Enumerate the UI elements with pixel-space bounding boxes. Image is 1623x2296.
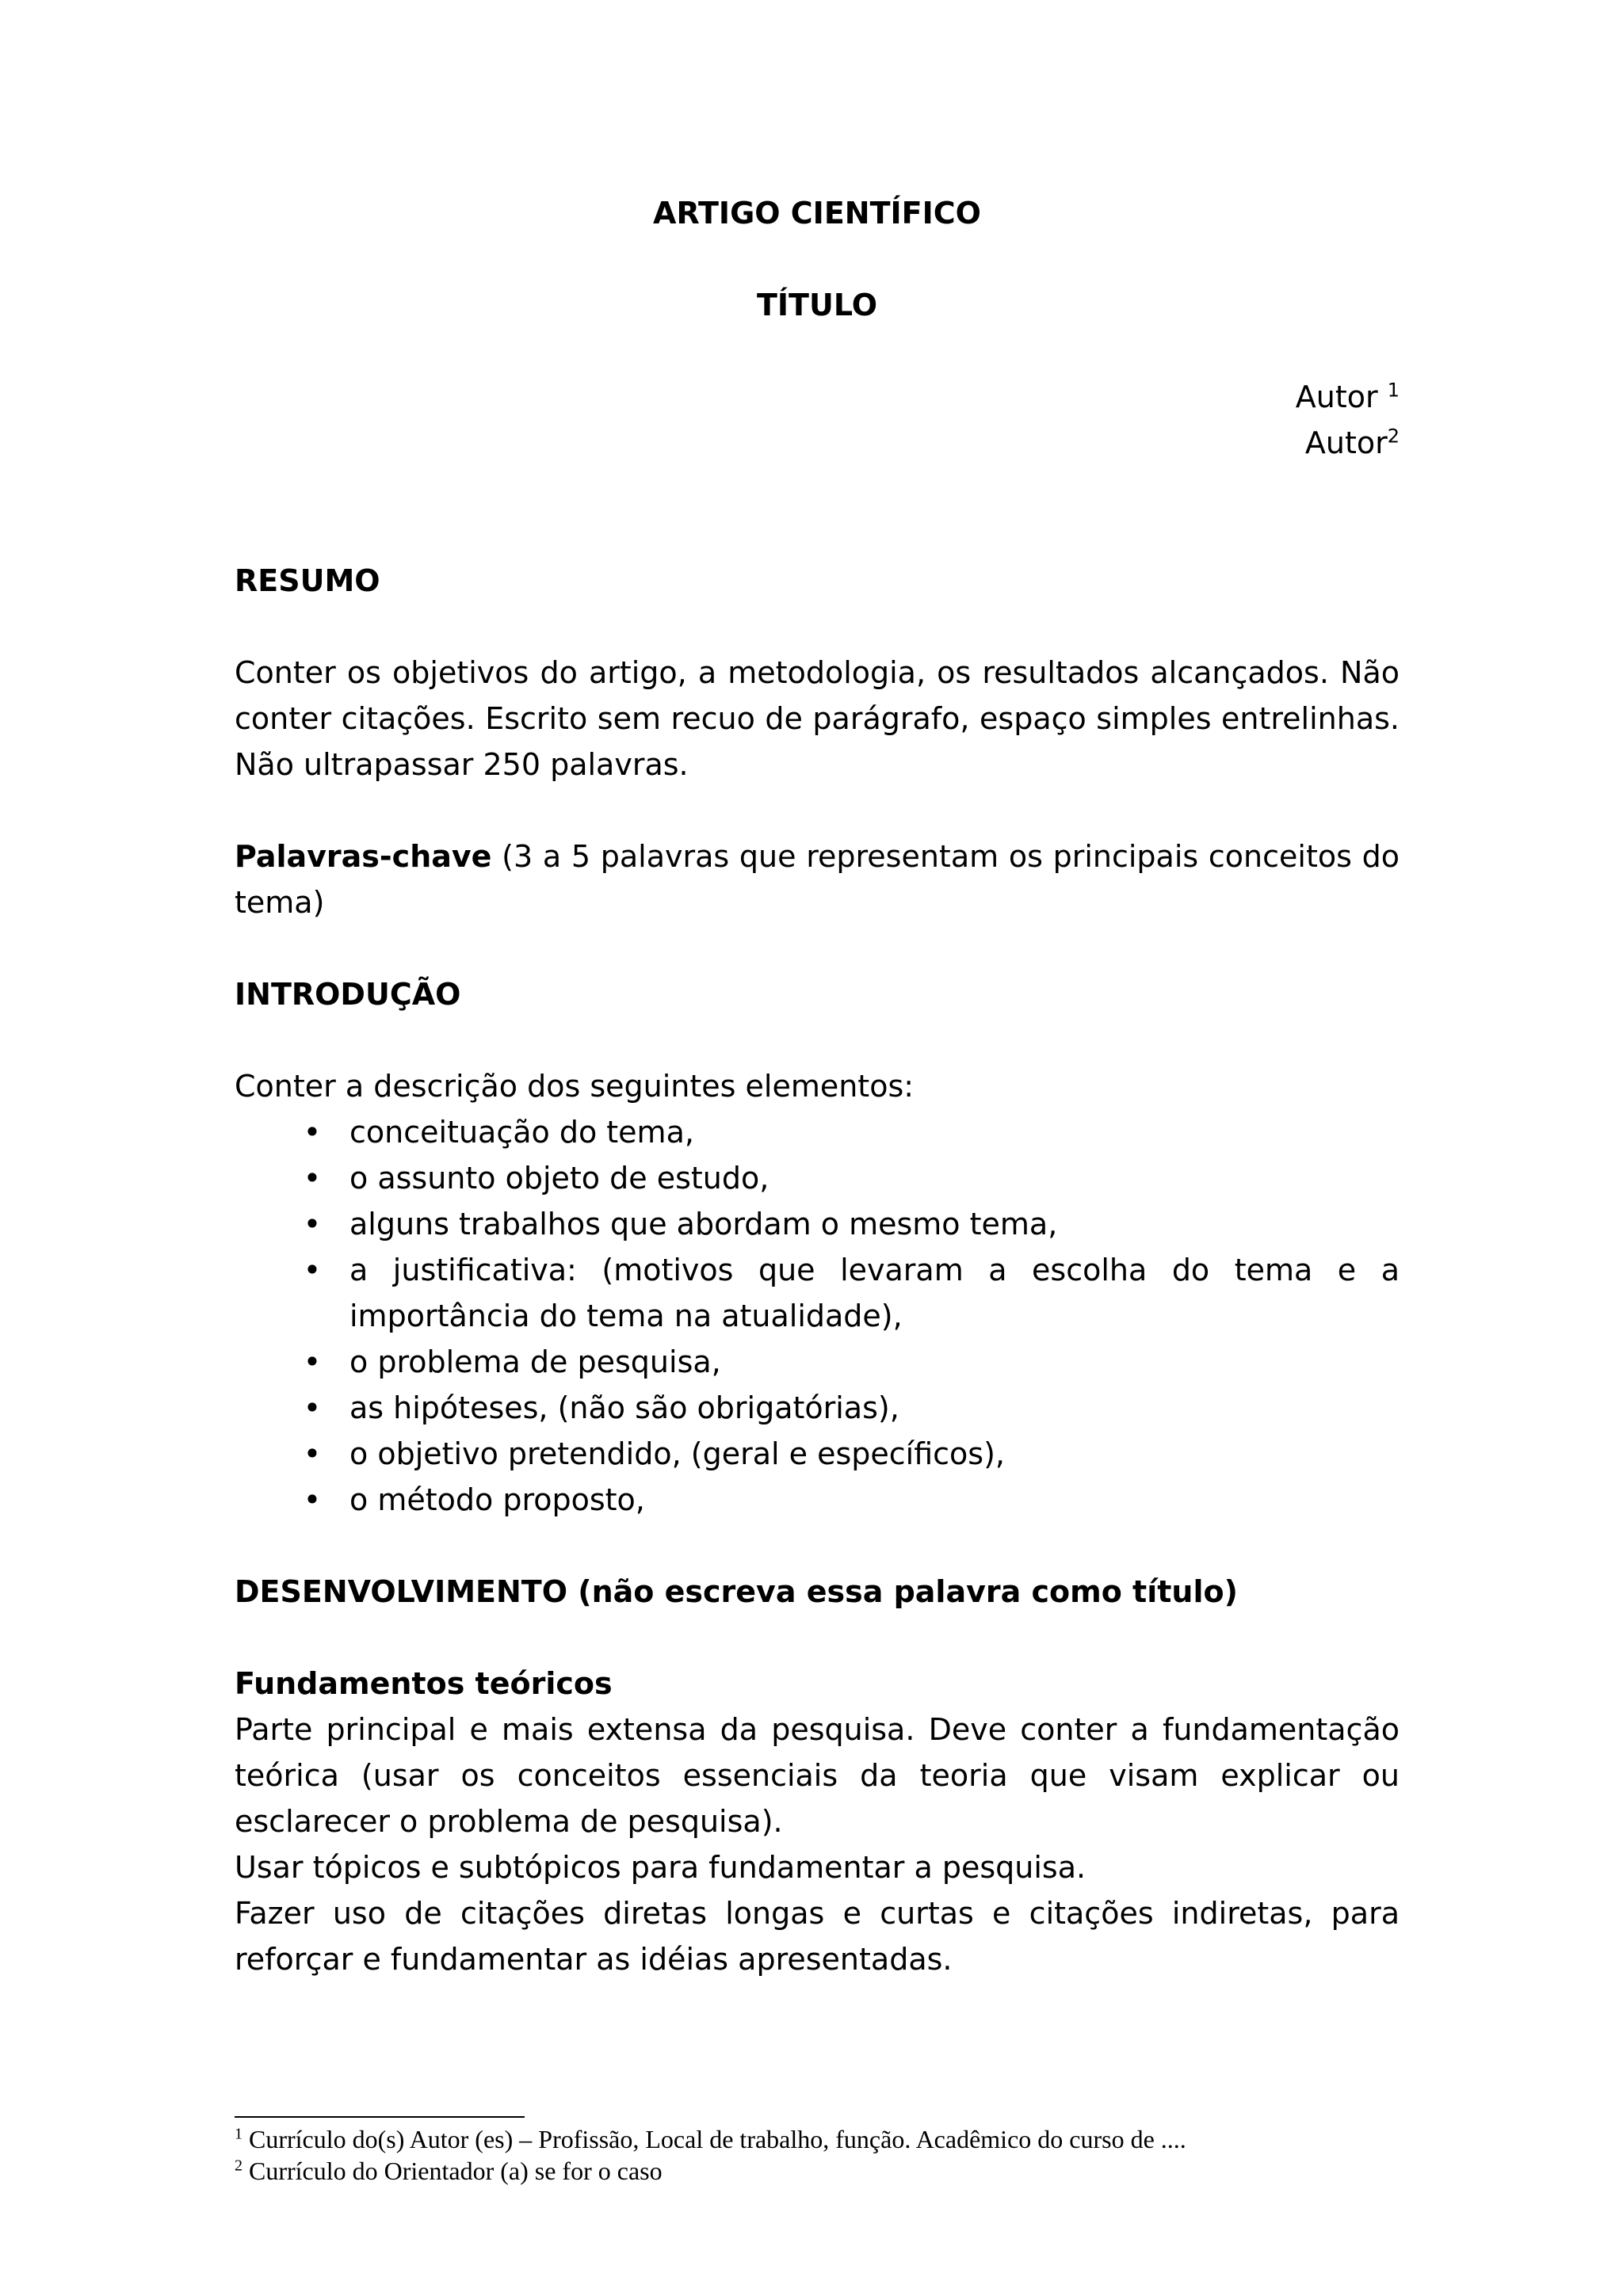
keywords-label: Palavras-chave [235, 839, 492, 874]
bullet-icon: • [303, 1115, 322, 1150]
document-body [235, 190, 1400, 1982]
list-item-text: o assunto objeto de estudo, [349, 1161, 769, 1196]
list-item [235, 1201, 1400, 1247]
footnote [235, 2123, 1400, 2155]
keywords-paragraph [235, 833, 1400, 925]
resumo-heading: RESUMO [235, 563, 380, 598]
footnote-marker: 1 [1387, 379, 1400, 402]
list-item-text: o problema de pesquisa, [349, 1344, 721, 1379]
keywords-text: (3 a 5 palavras que representam os principais conceitos do tema) [235, 839, 1400, 920]
author-line [235, 374, 1400, 420]
footnote-marker: 1 [235, 2125, 242, 2143]
author-line [235, 420, 1400, 466]
bullet-icon: • [303, 1207, 322, 1241]
list-item-text: conceituação do tema, [349, 1115, 694, 1150]
bullet-icon: • [303, 1390, 322, 1425]
footnote-text: Currículo do(s) Autor (es) – Profissão, Local de trabalho, função. Acadêmico do curso de .... [242, 2125, 1186, 2153]
introducao-heading: INTRODUÇÃO [235, 977, 461, 1012]
list-item [235, 1477, 1400, 1523]
footnote-separator [235, 2116, 525, 2118]
list-item [235, 1339, 1400, 1385]
desenvolvimento-paragraph: Fazer uso de citações diretas longas e curtas e citações indiretas, para reforçar e fundamentar as idéias apresentadas. [235, 1896, 1400, 1977]
list-item [235, 1431, 1400, 1477]
resumo-text: Conter os objetivos do artigo, a metodologia, os resultados alcançados. Não conter citações. Escrito sem recuo de parágrafo, espaço simples entrelinhas. Não ultrapassar 250 palavras. [235, 655, 1400, 782]
desenvolvimento-heading: DESENVOLVIMENTO (não escreva essa palavra como título) [235, 1574, 1238, 1609]
author-list [235, 374, 1400, 466]
footnote [235, 2155, 1400, 2187]
list-item-text: o método proposto, [349, 1482, 645, 1517]
document-title: ARTIGO CIENTÍFICO [653, 196, 981, 231]
footnotes [235, 2123, 1400, 2187]
footnote-marker: 2 [235, 2157, 242, 2175]
list-item [235, 1109, 1400, 1155]
list-item [235, 1247, 1400, 1339]
bullet-icon: • [303, 1161, 322, 1196]
article-title-placeholder: TÍTULO [757, 288, 877, 322]
bullet-icon: • [303, 1436, 322, 1471]
bullet-icon: • [303, 1482, 322, 1517]
list-item-text: alguns trabalhos que abordam o mesmo tema, [349, 1207, 1058, 1241]
author-name: Autor [1295, 379, 1388, 414]
footnote-marker: 2 [1387, 425, 1400, 448]
list-item [235, 1385, 1400, 1431]
list-item-text: a justificativa: (motivos que levaram a escolha do tema e a importância do tema na atualidade), [349, 1253, 1400, 1333]
introducao-lead: Conter a descrição dos seguintes elementos: [235, 1069, 915, 1104]
footnote-text: Currículo do Orientador (a) se for o caso [242, 2157, 663, 2185]
list-item-text: o objetivo pretendido, (geral e específicos), [349, 1436, 1006, 1471]
bullet-icon: • [303, 1253, 322, 1287]
bullet-icon: • [303, 1344, 322, 1379]
list-item-text: as hipóteses, (não são obrigatórias), [349, 1390, 899, 1425]
desenvolvimento-paragraph: Parte principal e mais extensa da pesquisa. Deve conter a fundamentação teórica (usar os conceitos essenciais da teoria que visam explicar ou esclarecer o problema de pesquisa). [235, 1712, 1400, 1839]
list-item [235, 1155, 1400, 1201]
introducao-element-list [235, 1109, 1400, 1523]
desenvolvimento-paragraph: Usar tópicos e subtópicos para fundamentar a pesquisa. [235, 1850, 1086, 1885]
fundamentos-subheading: Fundamentos teóricos [235, 1666, 613, 1701]
author-name: Autor [1304, 425, 1388, 460]
